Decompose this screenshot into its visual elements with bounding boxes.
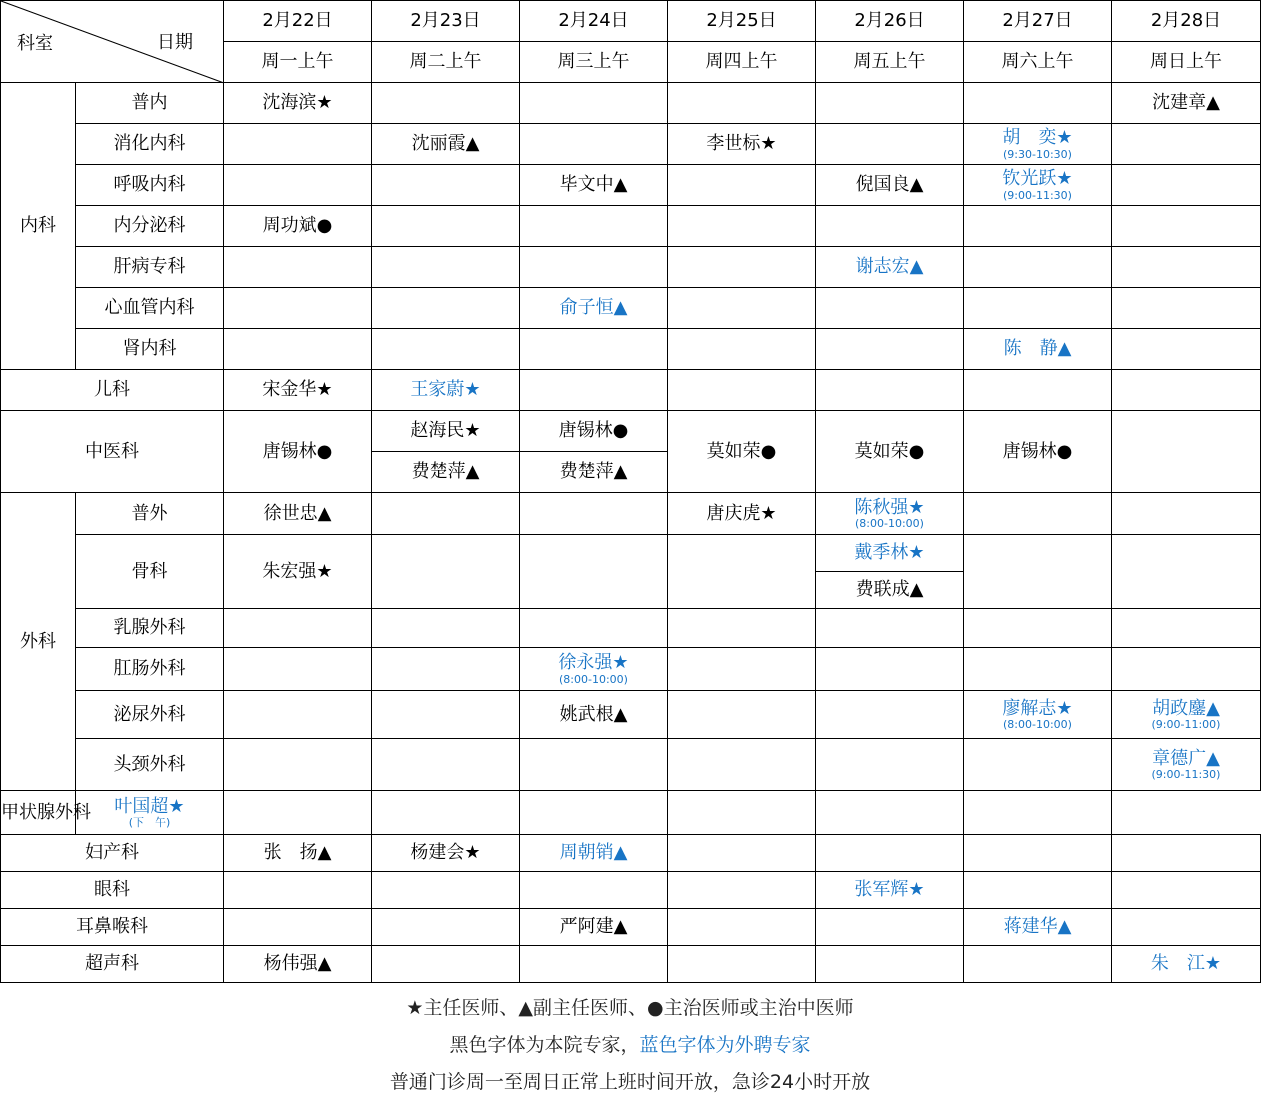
empty-cell (1112, 872, 1261, 909)
session-header: 周一上午 (224, 42, 372, 83)
empty-cell (372, 609, 520, 648)
empty-cell (224, 872, 372, 909)
empty-cell (668, 791, 816, 835)
empty-cell (816, 835, 964, 872)
doctor-name: 徐永强★ (558, 652, 629, 674)
empty-cell (964, 247, 1112, 288)
empty-cell (1112, 609, 1261, 648)
doctor-cell (1112, 739, 1261, 791)
corner-label-department: 科室 (17, 33, 53, 55)
empty-cell (1112, 370, 1261, 411)
empty-cell (964, 739, 1112, 791)
session-header: 周六上午 (964, 42, 1112, 83)
empty-cell (816, 329, 964, 370)
empty-cell (372, 165, 520, 206)
department-name: 耳鼻喉科 (1, 909, 224, 946)
empty-cell (964, 493, 1112, 535)
empty-cell (668, 946, 816, 983)
empty-cell (520, 370, 668, 411)
empty-cell (372, 83, 520, 124)
empty-cell (816, 946, 964, 983)
empty-cell (224, 609, 372, 648)
empty-cell (224, 165, 372, 206)
doctor-cell: 俞子恒▲ (520, 288, 668, 329)
department-name: 超声科 (1, 946, 224, 983)
empty-cell (372, 535, 520, 609)
doctor-name: 钦光跃★ (1002, 168, 1073, 190)
empty-cell (668, 206, 816, 247)
doctor-cell: 毕文中▲ (520, 165, 668, 206)
doctor-time: (8:00-10:00) (855, 517, 924, 531)
doctor-cell: 徐世忠▲ (224, 493, 372, 535)
doctor-cell: 谢志宏▲ (816, 247, 964, 288)
doctor-cell (964, 124, 1112, 165)
empty-cell (1112, 411, 1261, 493)
session-header: 周五上午 (816, 42, 964, 83)
doctor-name: 陈秋强★ (854, 496, 925, 518)
empty-cell (816, 206, 964, 247)
empty-cell (964, 83, 1112, 124)
date-header: 2月26日 (816, 1, 964, 42)
doctor-cell: 倪国良▲ (816, 165, 964, 206)
legend-external-note: 蓝色字体为外聘专家 (639, 1034, 811, 1056)
department-name: 泌尿外科 (76, 691, 224, 739)
legend-hours-note: 普通门诊周一至周日正常上班时间开放，急诊24小时开放 (389, 1071, 871, 1093)
doctor-cell (816, 493, 964, 535)
empty-cell (224, 329, 372, 370)
empty-cell (1112, 165, 1261, 206)
doctor-cell: 唐庆虎★ (668, 493, 816, 535)
empty-cell (816, 124, 964, 165)
empty-cell (372, 691, 520, 739)
doctor-cell: 朱 江★ (1112, 946, 1261, 983)
date-header: 2月22日 (224, 1, 372, 42)
doctor-cell: 戴季林★ (816, 535, 964, 572)
doctor-cell: 蒋建华▲ (964, 909, 1112, 946)
department-name: 头颈外科 (76, 739, 224, 791)
doctor-time: (9:00-11:30) (1151, 768, 1221, 782)
empty-cell (668, 288, 816, 329)
session-header: 周日上午 (1112, 42, 1261, 83)
group-label-internal-medicine: 内科 (1, 83, 76, 370)
empty-cell (224, 909, 372, 946)
empty-cell (520, 329, 668, 370)
empty-cell (668, 329, 816, 370)
doctor-cell (964, 691, 1112, 739)
empty-cell (964, 872, 1112, 909)
empty-cell (372, 791, 520, 835)
empty-cell (1112, 288, 1261, 329)
department-name: 肛肠外科 (76, 648, 224, 691)
date-header: 2月25日 (668, 1, 816, 42)
empty-cell (224, 288, 372, 329)
empty-cell (224, 247, 372, 288)
doctor-cell (1112, 691, 1261, 739)
empty-cell (668, 872, 816, 909)
session-header: 周三上午 (520, 42, 668, 83)
department-name: 心血管内科 (76, 288, 224, 329)
empty-cell (964, 791, 1112, 835)
empty-cell (1112, 493, 1261, 535)
empty-cell (372, 909, 520, 946)
empty-cell (964, 288, 1112, 329)
department-name: 骨科 (76, 535, 224, 609)
doctor-cell: 沈建章▲ (1112, 83, 1261, 124)
empty-cell (520, 206, 668, 247)
doctor-cell: 陈 静▲ (964, 329, 1112, 370)
empty-cell (816, 609, 964, 648)
empty-cell (816, 83, 964, 124)
empty-cell (372, 206, 520, 247)
empty-cell (1112, 648, 1261, 691)
empty-cell (668, 370, 816, 411)
empty-cell (224, 648, 372, 691)
department-name: 中医科 (1, 411, 224, 493)
department-name: 甲状腺外科 (1, 791, 76, 835)
doctor-cell: 沈丽霞▲ (372, 124, 520, 165)
date-header: 2月23日 (372, 1, 520, 42)
empty-cell (816, 648, 964, 691)
empty-cell (520, 493, 668, 535)
empty-cell (668, 83, 816, 124)
doctor-name: 叶国超★ (114, 795, 185, 817)
department-name: 儿科 (1, 370, 224, 411)
doctor-cell: 周功斌● (224, 206, 372, 247)
empty-cell (1112, 909, 1261, 946)
doctor-cell: 李世标★ (668, 124, 816, 165)
empty-cell (520, 535, 668, 609)
department-name: 肾内科 (76, 329, 224, 370)
doctor-cell (520, 648, 668, 691)
empty-cell (372, 329, 520, 370)
doctor-cell: 唐锡林● (964, 411, 1112, 493)
empty-cell (816, 370, 964, 411)
empty-cell (224, 739, 372, 791)
empty-cell (668, 909, 816, 946)
empty-cell (964, 206, 1112, 247)
doctor-name: 胡政鏖▲ (1152, 697, 1220, 719)
empty-cell (520, 609, 668, 648)
empty-cell (964, 648, 1112, 691)
doctor-name: 廖解志★ (1002, 697, 1073, 719)
department-name: 乳腺外科 (76, 609, 224, 648)
doctor-cell: 唐锡林● (224, 411, 372, 493)
doctor-cell: 杨建会★ (372, 835, 520, 872)
empty-cell (224, 124, 372, 165)
doctor-time: (9:00-11:00) (1151, 718, 1221, 732)
doctor-time: (8:00-10:00) (559, 672, 628, 686)
empty-cell (372, 739, 520, 791)
doctor-cell: 唐锡林● (520, 411, 668, 452)
date-header: 2月27日 (964, 1, 1112, 42)
empty-cell (964, 609, 1112, 648)
doctor-time: (9:30-10:30) (1003, 147, 1072, 161)
department-name: 普内 (76, 83, 224, 124)
empty-cell (668, 835, 816, 872)
date-header: 2月24日 (520, 1, 668, 42)
legend-color-note (0, 1030, 1260, 1057)
empty-cell (668, 165, 816, 206)
empty-cell (964, 535, 1112, 609)
group-label-surgery: 外科 (1, 493, 76, 791)
empty-cell (372, 946, 520, 983)
doctor-cell: 杨伟强▲ (224, 946, 372, 983)
doctor-cell: 张军辉★ (816, 872, 964, 909)
empty-cell (816, 739, 964, 791)
doctor-cell: 费联成▲ (816, 572, 964, 609)
empty-cell (964, 835, 1112, 872)
empty-cell (224, 791, 372, 835)
doctor-cell: 张 扬▲ (224, 835, 372, 872)
doctor-name: 胡 奕★ (1002, 127, 1073, 149)
doctor-cell: 周朝销▲ (520, 835, 668, 872)
session-header: 周二上午 (372, 42, 520, 83)
empty-cell (964, 946, 1112, 983)
empty-cell (372, 872, 520, 909)
doctor-time: (8:00-10:00) (1003, 718, 1072, 732)
empty-cell (816, 791, 964, 835)
doctor-cell: 莫如荣● (668, 411, 816, 493)
doctor-time: (9:00-11:30) (1003, 188, 1072, 202)
empty-cell (1112, 835, 1261, 872)
doctor-name: 章德广▲ (1152, 747, 1220, 769)
empty-cell (520, 872, 668, 909)
empty-cell (520, 124, 668, 165)
legend-title-ranks: ★主任医师、▲副主任医师、●主治医师或主治中医师 (406, 997, 854, 1019)
empty-cell (668, 739, 816, 791)
empty-cell (372, 288, 520, 329)
empty-cell (1112, 247, 1261, 288)
empty-cell (520, 739, 668, 791)
empty-cell (372, 493, 520, 535)
empty-cell (520, 946, 668, 983)
doctor-cell: 费楚萍▲ (520, 452, 668, 493)
department-name: 妇产科 (1, 835, 224, 872)
department-name: 消化内科 (76, 124, 224, 165)
doctor-time: (下 午) (128, 816, 171, 830)
empty-cell (816, 691, 964, 739)
legend-internal-note: 黑色字体为本院专家， (449, 1034, 640, 1056)
doctor-cell (76, 791, 224, 835)
empty-cell (1112, 329, 1261, 370)
empty-cell (372, 247, 520, 288)
doctor-cell: 朱宏强★ (224, 535, 372, 609)
empty-cell (816, 909, 964, 946)
empty-cell (520, 83, 668, 124)
doctor-cell: 费楚萍▲ (372, 452, 520, 493)
department-name: 肝病专科 (76, 247, 224, 288)
empty-cell (520, 791, 668, 835)
empty-cell (964, 370, 1112, 411)
doctor-cell: 严阿建▲ (520, 909, 668, 946)
department-name: 普外 (76, 493, 224, 535)
doctor-cell: 姚武根▲ (520, 691, 668, 739)
doctor-cell: 宋金华★ (224, 370, 372, 411)
corner-label-date: 日期 (157, 32, 193, 53)
empty-cell (668, 247, 816, 288)
department-name: 内分泌科 (76, 206, 224, 247)
empty-cell (224, 691, 372, 739)
empty-cell (372, 648, 520, 691)
empty-cell (668, 648, 816, 691)
empty-cell (668, 609, 816, 648)
empty-cell (1112, 206, 1261, 247)
empty-cell (668, 691, 816, 739)
department-name: 呼吸内科 (76, 165, 224, 206)
header-corner-cell (1, 1, 224, 83)
empty-cell (668, 535, 816, 609)
empty-cell (520, 247, 668, 288)
empty-cell (1112, 124, 1261, 165)
doctor-cell: 莫如荣● (816, 411, 964, 493)
doctor-cell (964, 165, 1112, 206)
department-name: 眼科 (1, 872, 224, 909)
doctor-cell: 沈海滨★ (224, 83, 372, 124)
empty-cell (1112, 535, 1261, 609)
session-header: 周四上午 (668, 42, 816, 83)
date-header: 2月28日 (1112, 1, 1261, 42)
doctor-cell: 王家蔚★ (372, 370, 520, 411)
doctor-cell: 赵海民★ (372, 411, 520, 452)
empty-cell (816, 288, 964, 329)
